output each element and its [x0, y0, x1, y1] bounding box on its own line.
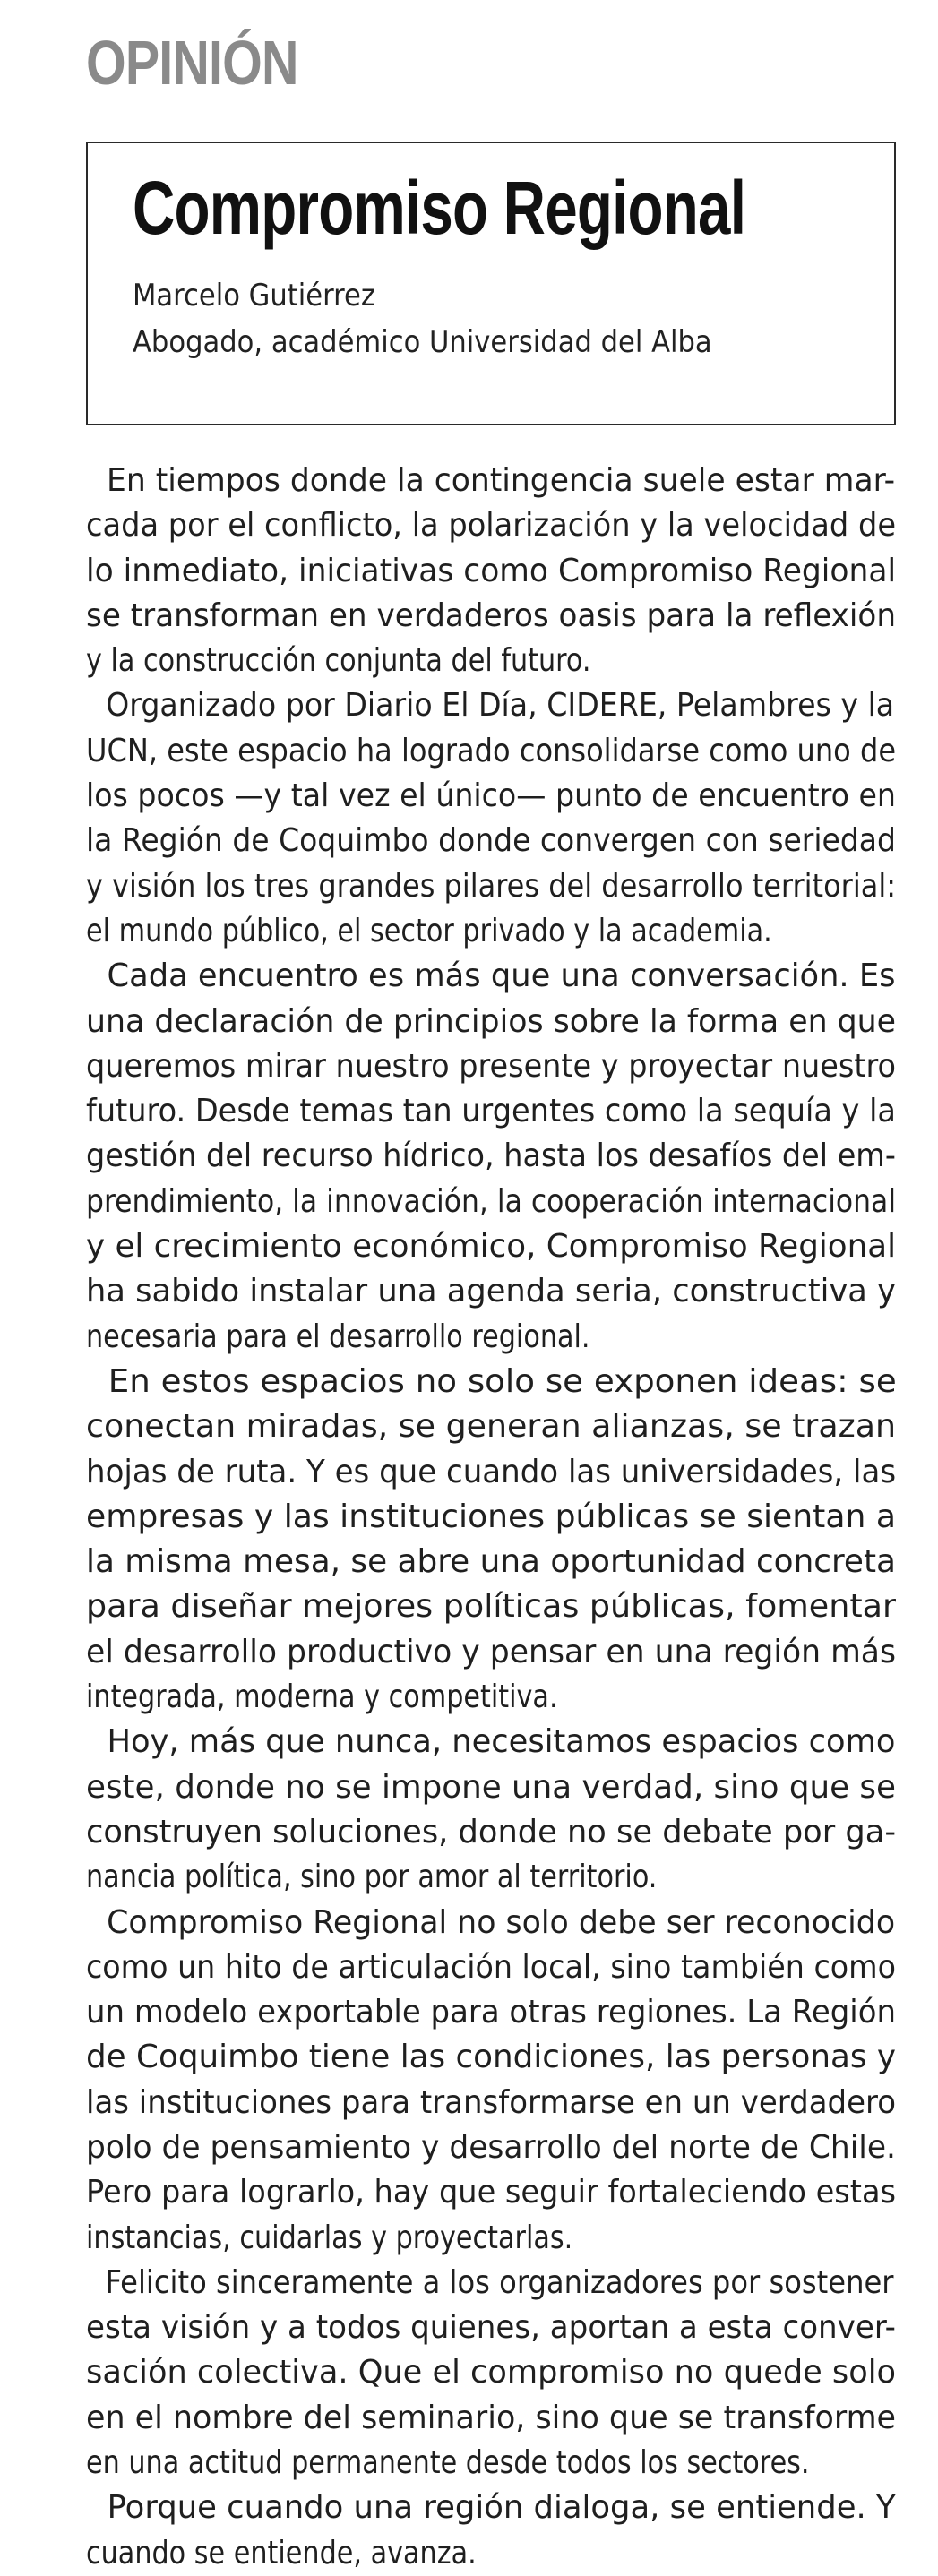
paragraph-line: construyen soluciones, donde no se debate por ga- — [86, 1813, 897, 1850]
article-paragraph — [86, 954, 896, 1360]
article-header — [86, 142, 896, 425]
article-headline: Compromiso Regional — [133, 166, 746, 250]
section-label: OPINIÓN — [86, 28, 298, 98]
paragraph-line: Pero para lograrlo, hay que seguir fortaleciendo estas — [86, 2174, 897, 2211]
paragraph-line: lo inmediato, iniciativas como Compromiso Regional — [86, 552, 897, 589]
paragraph-line: la misma mesa, se abre una oportunidad concreta — [86, 1543, 896, 1581]
paragraph-line: las instituciones para transformarse en un verdadero — [86, 2083, 897, 2121]
paragraph-line: como un hito de articulación local, sino también como — [86, 1948, 896, 1986]
paragraph-line: instancias, cuidarlas y proyectarlas. — [86, 2219, 573, 2256]
paragraph-line: los pocos —y tal vez el único— punto de encuentro en — [86, 777, 896, 815]
paragraph-line: este, donde no se impone una verdad, sino que se — [86, 1768, 896, 1806]
article-paragraph — [86, 2486, 896, 2576]
article-paragraph — [86, 2261, 896, 2486]
paragraph-line: prendimiento, la innovación, la cooperación internacional — [86, 1182, 897, 1220]
paragraph-line: integrada, moderna y competitiva. — [86, 1679, 558, 1716]
paragraph-line: una declaración de principios sobre la forma en que — [86, 1002, 897, 1040]
article-paragraph — [86, 683, 896, 954]
paragraph-line: Cada encuentro es más que una conversación. Es — [107, 957, 896, 995]
paragraph-line: en una actitud permanente desde todos los sectores. — [86, 2444, 810, 2482]
paragraph-line: gestión del recurso hídrico, hasta los desafíos del em- — [86, 1138, 896, 1175]
paragraph-line: esta visión y a todos quienes, aportan a esta conver- — [86, 2309, 896, 2347]
article-paragraph — [86, 1901, 896, 2261]
paragraph-line: un modelo exportable para otras regiones. La Región — [86, 1994, 896, 2031]
author-name: Marcelo Gutiérrez — [133, 278, 375, 313]
paragraph-line: En estos espacios no solo se exponen ideas: se — [108, 1362, 897, 1400]
paragraph-line: conectan miradas, se generan alianzas, se trazan — [86, 1408, 896, 1446]
paragraph-line: hojas de ruta. Y es que cuando las universidades, las — [86, 1453, 897, 1490]
paragraph-line: UCN, este espacio ha logrado consolidarse como uno de — [86, 732, 897, 769]
paragraph-line: en el nombre del seminario, sino que se transforme — [86, 2399, 897, 2436]
article-paragraph — [86, 1720, 896, 1900]
paragraph-line: y el crecimiento económico, Compromiso Regional — [86, 1228, 896, 1266]
paragraph-line: Organizado por Diario El Día, CIDERE, Pelambres y la — [106, 687, 895, 725]
paragraph-line: ha sabido instalar una agenda seria, constructiva y — [86, 1273, 896, 1310]
paragraph-line: de Coquimbo tiene las condiciones, las personas y — [86, 2039, 897, 2076]
paragraph-line: el desarrollo productivo y pensar en una región más — [86, 1633, 897, 1670]
paragraph-line: sación colectiva. Que el compromiso no quede solo — [86, 2354, 897, 2391]
paragraph-line: queremos mirar nuestro presente y proyectar nuestro — [86, 1047, 896, 1085]
article-paragraph — [86, 459, 896, 683]
article-body — [86, 459, 896, 2576]
paragraph-line: Porque cuando una región dialoga, se entiende. Y — [107, 2489, 896, 2527]
paragraph-line: nancia política, sino por amor al territorio. — [86, 1859, 658, 1896]
paragraph-line: necesaria para el desarrollo regional. — [86, 1318, 590, 1355]
paragraph-line: cuando se entiende, avanza. — [86, 2534, 477, 2572]
paragraph-line: polo de pensamiento y desarrollo del norte de Chile. — [86, 2128, 896, 2166]
paragraph-line: para diseñar mejores políticas públicas, fomentar — [86, 1588, 896, 1626]
author-title: Abogado, académico Universidad del Alba — [133, 324, 712, 360]
paragraph-line: Felicito sinceramente a los organizadores por sostener — [105, 2263, 894, 2301]
paragraph-line: el mundo público, el sector privado y la academia. — [86, 912, 772, 949]
paragraph-line: cada por el conflicto, la polarización y la velocidad de — [86, 507, 897, 545]
paragraph-line: Hoy, más que nunca, necesitamos espacios como — [107, 1723, 896, 1761]
paragraph-line: empresas y las instituciones públicas se sientan a — [86, 1498, 896, 1535]
paragraph-line: y la construcción conjunta del futuro. — [86, 642, 591, 680]
paragraph-line: se transforman en verdaderos oasis para la reflexión — [86, 597, 897, 634]
paragraph-line: futuro. Desde temas tan urgentes como la sequía y la — [86, 1093, 896, 1130]
paragraph-line: y visión los tres grandes pilares del desarrollo territorial: — [86, 867, 897, 905]
paragraph-line: Compromiso Regional no solo debe ser reconocido — [107, 1903, 896, 1941]
paragraph-line: la Región de Coquimbo donde convergen con seriedad — [86, 822, 896, 860]
article-paragraph — [86, 1360, 896, 1720]
paragraph-line: En tiempos donde la contingencia suele estar mar- — [107, 462, 896, 499]
